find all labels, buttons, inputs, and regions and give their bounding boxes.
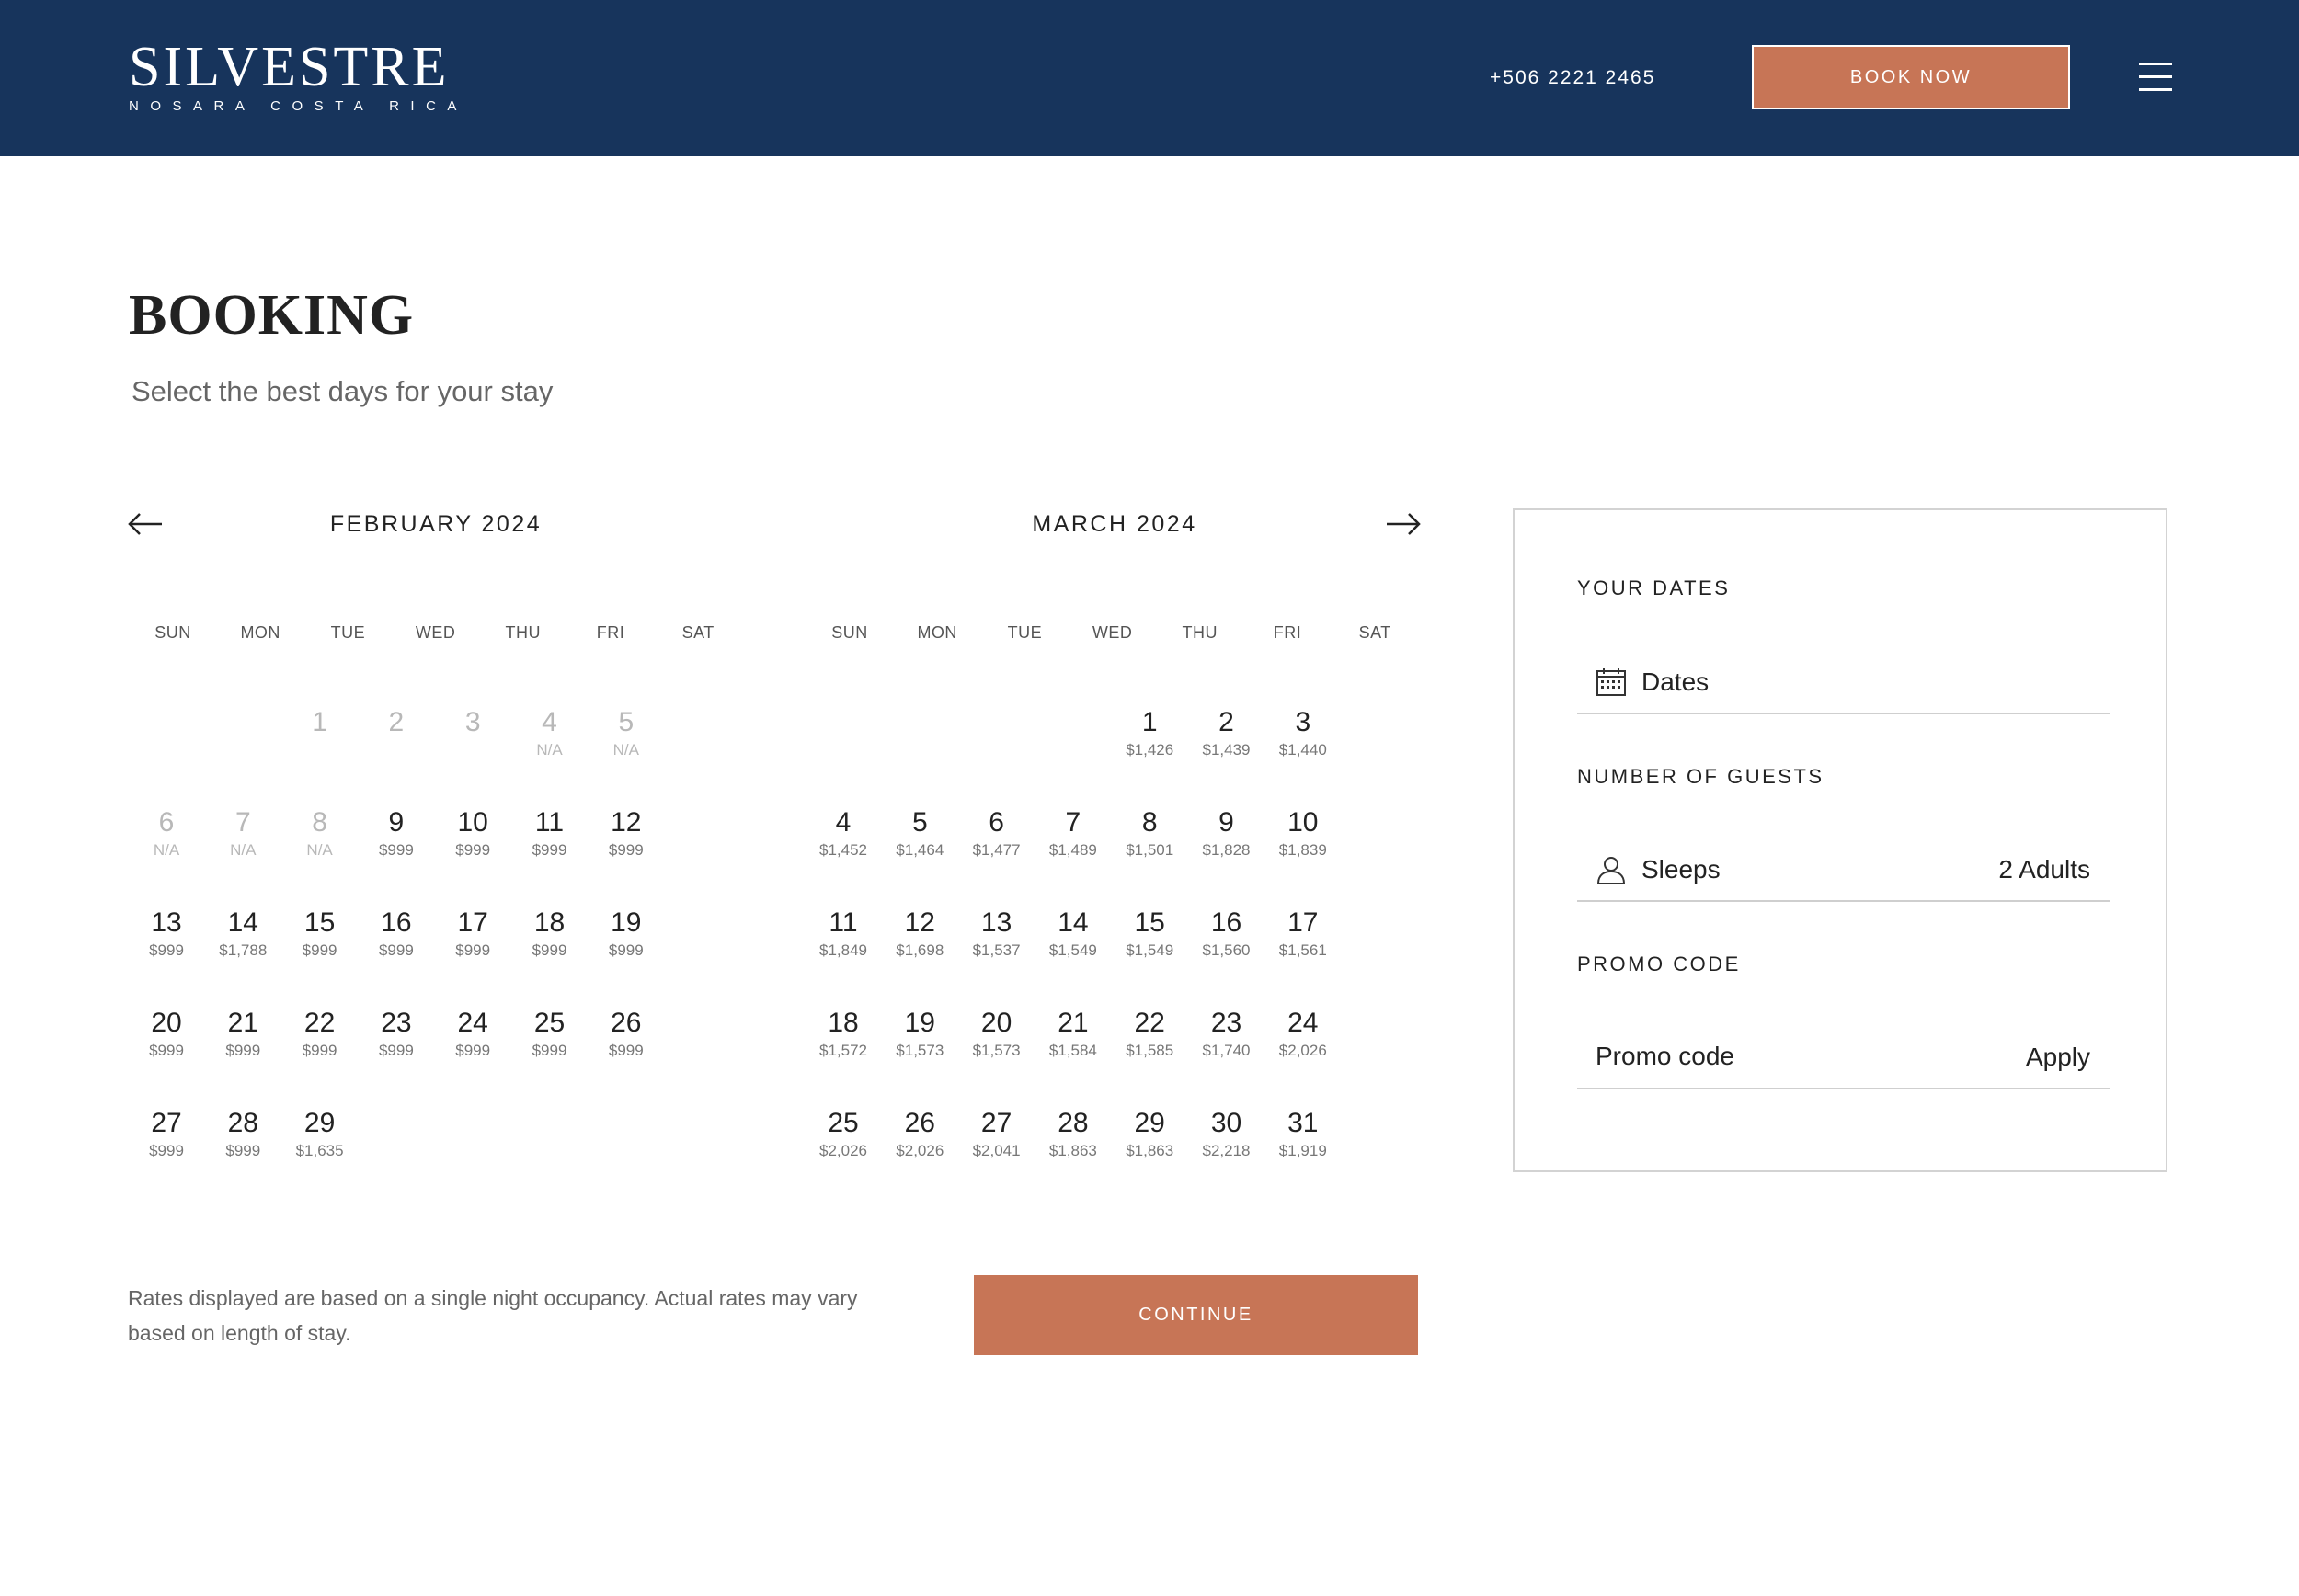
calendar-day — [130, 807, 203, 861]
day-price: $1,464 — [896, 841, 944, 859]
calendar-day[interactable] — [513, 1008, 587, 1061]
day-number: 9 — [1218, 807, 1234, 838]
calendar-day[interactable] — [436, 807, 509, 861]
day-price: $999 — [532, 941, 567, 959]
calendar-day[interactable] — [513, 807, 587, 861]
day-number: 19 — [611, 907, 642, 938]
weekday-sat: SAT — [1358, 623, 1391, 642]
calendar-day[interactable] — [960, 1008, 1034, 1061]
day-number: 28 — [227, 1108, 258, 1138]
weekday-mon: MON — [240, 623, 280, 642]
day-number: 19 — [904, 1008, 935, 1038]
day-number: 17 — [1287, 907, 1319, 938]
your-dates-label: YOUR DATES — [1577, 576, 1731, 599]
calendar-day — [589, 707, 663, 760]
day-number: 20 — [980, 1008, 1012, 1038]
weekday-sat: SAT — [681, 623, 715, 642]
calendar-day[interactable] — [883, 807, 956, 861]
day-number: 6 — [158, 807, 175, 838]
day-price: $999 — [532, 1042, 567, 1059]
guests-field[interactable] — [1577, 838, 2110, 902]
logo[interactable] — [129, 37, 468, 116]
day-number: 18 — [828, 1008, 859, 1038]
calendar-day[interactable] — [360, 1008, 433, 1061]
day-price: $1,698 — [896, 941, 944, 959]
day-price: $1,477 — [972, 841, 1021, 859]
weekday-mon: MON — [917, 623, 957, 642]
day-number: 22 — [303, 1008, 336, 1038]
day-number: 29 — [1134, 1108, 1165, 1138]
day-number: 31 — [1287, 1108, 1319, 1138]
day-price: $999 — [378, 841, 414, 859]
calendar-day[interactable] — [206, 1108, 280, 1161]
day-number: 26 — [611, 1008, 642, 1038]
day-price: $999 — [378, 941, 414, 959]
weekday-tue: TUE — [1007, 623, 1043, 642]
weekday-fri: FRI — [1273, 623, 1302, 642]
day-number: 25 — [533, 1008, 566, 1038]
calendar-day — [206, 807, 280, 861]
calendar-day[interactable] — [130, 1108, 203, 1161]
day-price: $1,585 — [1126, 1042, 1174, 1059]
day-number: 8 — [312, 807, 327, 838]
day-price: $999 — [302, 1042, 337, 1059]
calendar-day[interactable] — [206, 907, 280, 961]
day-price: $999 — [608, 841, 644, 859]
day-price: $999 — [608, 1042, 644, 1059]
day-number: 12 — [611, 807, 642, 838]
day-price: $1,440 — [1278, 741, 1327, 758]
promo-code-label: PROMO CODE — [1577, 952, 1741, 975]
calendar-day[interactable] — [1036, 807, 1110, 861]
calendar-day[interactable] — [1266, 907, 1340, 961]
day-number: 14 — [1058, 907, 1089, 938]
calendar-day[interactable] — [1113, 1108, 1186, 1161]
day-price: $1,584 — [1048, 1042, 1097, 1059]
day-number: 24 — [1287, 1008, 1319, 1038]
day-price: N/A — [230, 841, 257, 859]
calendar-day[interactable] — [1113, 707, 1186, 760]
day-price: $999 — [225, 1142, 261, 1159]
calendar-day[interactable] — [360, 807, 433, 861]
calendar-day[interactable] — [513, 907, 587, 961]
day-price: $1,489 — [1048, 841, 1097, 859]
day-number: 27 — [980, 1108, 1012, 1138]
site-header — [0, 0, 2299, 156]
day-number: 29 — [303, 1108, 336, 1138]
weekday-thu: THU — [505, 623, 542, 642]
day-price: $999 — [532, 841, 567, 859]
day-number: 30 — [1210, 1108, 1242, 1138]
day-price: $999 — [455, 841, 491, 859]
calendar-day[interactable] — [883, 1108, 956, 1161]
day-price: N/A — [306, 841, 333, 859]
day-number: 17 — [457, 907, 488, 938]
day-number: 1 — [312, 707, 327, 737]
day-price: $999 — [225, 1042, 261, 1059]
day-price: $1,439 — [1202, 741, 1251, 758]
day-price: $1,828 — [1202, 841, 1251, 859]
calendar-day[interactable] — [436, 1008, 509, 1061]
day-price: $1,501 — [1126, 841, 1174, 859]
calendar-day[interactable] — [360, 907, 433, 961]
day-price: $1,635 — [295, 1142, 344, 1159]
day-number: 7 — [234, 807, 251, 838]
calendar-day[interactable] — [1113, 807, 1186, 861]
calendar-day[interactable] — [1190, 1008, 1264, 1061]
day-number: 25 — [828, 1108, 859, 1138]
day-number: 20 — [151, 1008, 182, 1038]
weekday-thu: THU — [1182, 623, 1218, 642]
page-subtitle: Select the best days for your stay — [132, 375, 554, 407]
number-of-guests-label: NUMBER OF GUESTS — [1577, 765, 1824, 788]
day-price: $1,572 — [819, 1042, 867, 1059]
calendar-day[interactable] — [1190, 907, 1264, 961]
calendar-day[interactable] — [806, 1008, 880, 1061]
dates-field-label: Dates — [1641, 667, 1710, 696]
day-number: 13 — [980, 907, 1012, 938]
day-number: 22 — [1134, 1008, 1165, 1038]
day-number: 3 — [1295, 707, 1311, 737]
day-number: 2 — [388, 707, 405, 737]
day-price: $1,573 — [896, 1042, 944, 1059]
day-number: 15 — [303, 907, 336, 938]
day-number: 21 — [227, 1008, 258, 1038]
arrow-right-icon[interactable] — [1385, 510, 1422, 538]
calendar-day — [283, 807, 357, 861]
day-price: $999 — [149, 941, 184, 959]
calendar-day[interactable] — [883, 1008, 956, 1061]
calendar-day[interactable] — [806, 1108, 880, 1161]
calendar-day[interactable] — [1190, 1108, 1264, 1161]
person-icon — [1596, 854, 1627, 885]
day-price: $999 — [149, 1042, 184, 1059]
hamburger-menu-icon[interactable] — [2139, 63, 2172, 92]
day-price: $2,026 — [819, 1142, 867, 1159]
day-price: $999 — [455, 1042, 491, 1059]
calendar-day[interactable] — [1266, 707, 1340, 760]
logo-tagline: NOSARA COSTA RICA — [129, 98, 468, 114]
booking-panel — [1513, 508, 2167, 1172]
weekday-wed: WED — [415, 623, 456, 642]
day-number: 6 — [989, 807, 1004, 838]
calendar-day[interactable] — [589, 1008, 663, 1061]
day-number: 23 — [1210, 1008, 1242, 1038]
continue-button[interactable]: CONTINUE — [974, 1275, 1418, 1355]
day-price: $1,537 — [972, 941, 1021, 959]
day-price: $1,839 — [1278, 841, 1327, 859]
day-price: $1,452 — [819, 841, 867, 859]
calendar-day — [436, 707, 509, 738]
apply-promo-button[interactable]: Apply — [2025, 1043, 2090, 1071]
day-price: $1,863 — [1126, 1142, 1174, 1159]
day-price: $1,426 — [1126, 741, 1174, 758]
day-price: $2,218 — [1202, 1142, 1251, 1159]
month-title-march: MARCH 2024 — [1032, 511, 1197, 537]
weekday-tue: TUE — [330, 623, 366, 642]
day-number: 3 — [464, 707, 481, 737]
promo-code-field — [1577, 1025, 2110, 1089]
calendar-day[interactable] — [1036, 1008, 1110, 1061]
day-number: 2 — [1218, 707, 1234, 737]
day-number: 23 — [381, 1008, 412, 1038]
calendar-day[interactable] — [130, 907, 203, 961]
day-number: 15 — [1134, 907, 1165, 938]
day-number: 1 — [1141, 707, 1158, 737]
calendar-day[interactable] — [960, 1108, 1034, 1161]
calendar-day[interactable] — [589, 907, 663, 961]
day-price: $1,740 — [1202, 1042, 1251, 1059]
day-price: $999 — [302, 941, 337, 959]
day-number: 4 — [835, 807, 852, 838]
calendar-icon — [1596, 667, 1627, 698]
day-price: N/A — [153, 841, 180, 859]
day-number: 5 — [911, 807, 928, 838]
calendar-day[interactable] — [960, 907, 1034, 961]
phone-link[interactable]: +506 2221 2465 — [1490, 67, 1656, 88]
day-number: 10 — [457, 807, 488, 838]
day-price: $1,560 — [1202, 941, 1251, 959]
calendar-day[interactable] — [806, 807, 880, 861]
rates-disclaimer: Rates displayed are based on a single night occupancy. Actual rates may vary based on length of stay. — [128, 1286, 858, 1345]
calendar-day[interactable] — [1036, 1108, 1110, 1161]
dates-field[interactable] — [1577, 650, 2110, 714]
day-number: 24 — [457, 1008, 488, 1038]
day-number: 5 — [618, 707, 635, 737]
calendar-day[interactable] — [436, 907, 509, 961]
day-price: $2,041 — [972, 1142, 1021, 1159]
calendar-day[interactable] — [1190, 807, 1264, 861]
calendar-day — [283, 707, 357, 738]
day-number: 14 — [227, 907, 258, 938]
day-price: $999 — [455, 941, 491, 959]
calendar-day[interactable] — [1266, 1008, 1340, 1061]
day-number: 4 — [542, 707, 557, 737]
calendar-day[interactable] — [1266, 1108, 1340, 1161]
day-price: N/A — [536, 741, 563, 758]
day-price: $1,561 — [1278, 941, 1327, 959]
book-now-button[interactable]: BOOK NOW — [1752, 45, 2070, 109]
day-number: 8 — [1141, 807, 1158, 838]
calendar-day[interactable] — [283, 907, 357, 961]
day-price: $1,549 — [1126, 941, 1174, 959]
guests-field-label: Sleeps — [1641, 855, 1721, 884]
weekday-fri: FRI — [596, 623, 625, 642]
day-number: 26 — [904, 1108, 935, 1138]
day-number: 7 — [1065, 807, 1081, 838]
day-price: $1,849 — [819, 941, 867, 959]
calendar-day[interactable] — [283, 1008, 357, 1061]
day-number: 28 — [1058, 1108, 1089, 1138]
calendar-day[interactable] — [1113, 907, 1186, 961]
weekday-wed: WED — [1092, 623, 1133, 642]
guests-value: 2 Adults — [1998, 855, 2090, 884]
weekday-sun: SUN — [831, 623, 868, 642]
day-number: 9 — [388, 807, 405, 838]
calendar-day — [360, 707, 433, 738]
day-price: $1,573 — [972, 1042, 1021, 1059]
day-number: 11 — [829, 907, 858, 938]
calendar-day[interactable] — [130, 1008, 203, 1061]
day-price: $999 — [608, 941, 644, 959]
day-number: 27 — [151, 1108, 182, 1138]
weekday-sun: SUN — [154, 623, 191, 642]
day-number: 10 — [1287, 807, 1319, 838]
calendar-day[interactable] — [283, 1108, 357, 1161]
calendar-day[interactable] — [1113, 1008, 1186, 1061]
calendar-day[interactable] — [1190, 707, 1264, 760]
day-number: 18 — [533, 907, 566, 938]
page-title: BOOKING — [129, 284, 415, 347]
day-price: $2,026 — [1278, 1042, 1327, 1059]
day-price: $1,863 — [1048, 1142, 1097, 1159]
day-number: 12 — [904, 907, 935, 938]
promo-code-input[interactable] — [1596, 1038, 1963, 1075]
day-price: $1,549 — [1048, 941, 1097, 959]
calendar-day[interactable] — [206, 1008, 280, 1061]
logo-name: SILVESTRE — [129, 36, 450, 98]
day-price: N/A — [612, 741, 639, 758]
month-title-february: FEBRUARY 2024 — [329, 511, 543, 537]
arrow-left-icon[interactable] — [127, 510, 164, 538]
day-price: $1,788 — [219, 941, 268, 959]
day-number: 16 — [1210, 907, 1242, 938]
calendar-day[interactable] — [806, 907, 880, 961]
calendar-day[interactable] — [1266, 807, 1340, 861]
day-number: 11 — [534, 807, 565, 838]
day-number: 21 — [1058, 1008, 1089, 1038]
calendar-day — [513, 707, 587, 760]
day-price: $2,026 — [896, 1142, 944, 1159]
calendar-day[interactable] — [883, 907, 956, 961]
calendar-day[interactable] — [1036, 907, 1110, 961]
calendar-day[interactable] — [589, 807, 663, 861]
calendar-day[interactable] — [960, 807, 1034, 861]
day-number: 13 — [151, 907, 182, 938]
day-number: 16 — [381, 907, 412, 938]
day-price: $999 — [378, 1042, 414, 1059]
day-price: $999 — [149, 1142, 184, 1159]
day-price: $1,919 — [1278, 1142, 1327, 1159]
